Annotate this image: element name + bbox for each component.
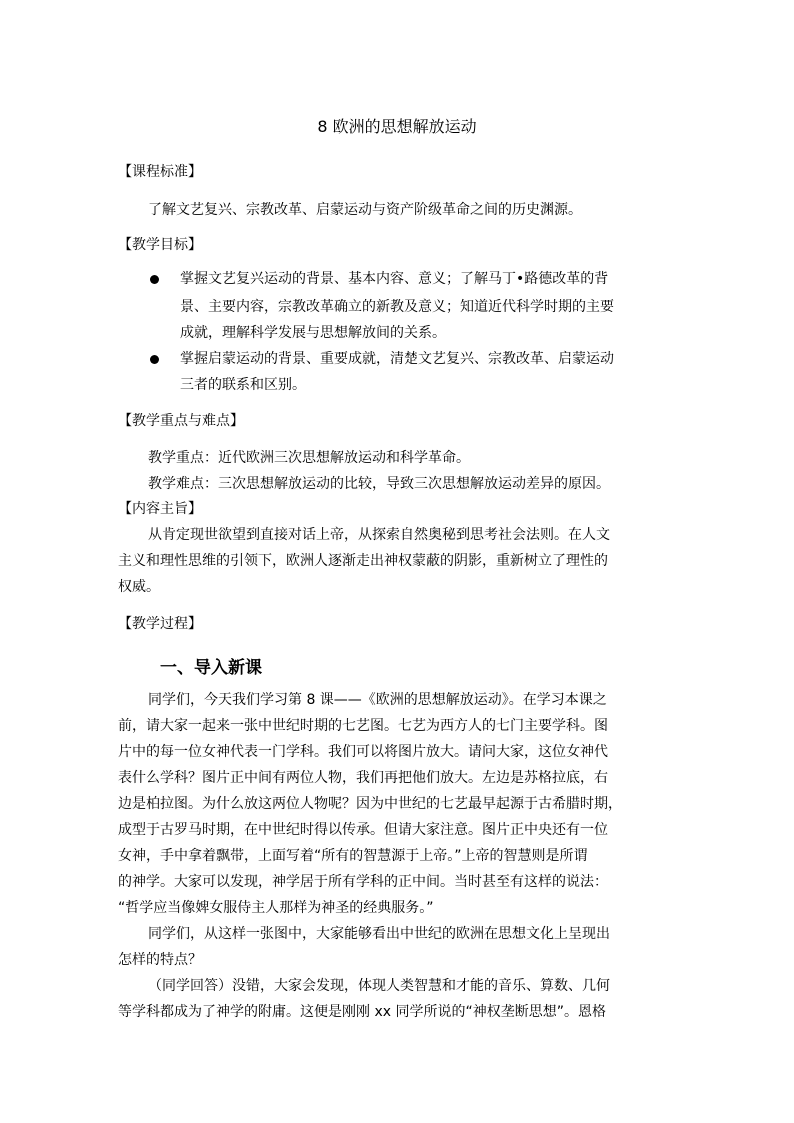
document-title: 8 欧洲的思想解放运动 bbox=[317, 117, 477, 136]
section-1-heading: 一、导入新课 bbox=[160, 658, 262, 678]
para-3-line-2: 等学科都成为了神学的附庸。这便是刚刚 xx 同学所说的“神权垄断思想”。恩格 bbox=[118, 1004, 606, 1020]
teaching-goals-heading: 【教学目标】 bbox=[118, 237, 202, 253]
para-1-line-8: 的神学。大家可以发现，神学居于所有学科的正中间。当时甚至有这样的说法： bbox=[118, 874, 608, 890]
goal-2-line-1: 掌握启蒙运动的背景、重要成就，清楚文艺复兴、宗教改革、启蒙运动 bbox=[180, 351, 614, 367]
para-2-line-1: 同学们，从这样一张图中，大家能够看出中世纪的欧洲在思想文化上呈现出 bbox=[148, 926, 610, 942]
key-point-text: 教学重点：近代欧洲三次思想解放运动和科学革命。 bbox=[148, 450, 470, 466]
course-standard-heading: 【课程标准】 bbox=[118, 164, 202, 180]
para-1-line-3: 片中的每一位女神代表一门学科。我们可以将图片放大。请问大家，这位女神代 bbox=[118, 744, 608, 760]
key-points-heading: 【教学重点与难点】 bbox=[118, 413, 244, 429]
theme-line-2: 主义和理性思维的引领下，欧洲人逐渐走出神权蒙蔽的阴影，重新树立了理性的 bbox=[118, 553, 608, 569]
para-1-line-9: “哲学应当像婢女服侍主人那样为神圣的经典服务。” bbox=[118, 900, 434, 916]
para-3-line-1: （同学回答）没错，大家会发现，体现人类智慧和才能的音乐、算数、几何 bbox=[148, 978, 610, 994]
para-1-line-1: 同学们，今天我们学习第 8 课——《欧洲的思想解放运动》。在学习本课之 bbox=[148, 692, 607, 708]
content-theme-heading: 【内容主旨】 bbox=[118, 501, 202, 517]
bullet-icon bbox=[150, 355, 159, 364]
goal-1-line-2: 景、主要内容，宗教改革确立的新教及意义；知道近代科学时期的主要 bbox=[180, 299, 614, 315]
goal-1-line-3: 成就，理解科学发展与思想解放间的关系。 bbox=[180, 325, 446, 341]
bullet-icon bbox=[150, 275, 159, 284]
para-2-line-2: 怎样的特点？ bbox=[118, 952, 202, 968]
theme-line-1: 从肯定现世欲望到直接对话上帝，从探索自然奥秘到思考社会法则。在人文 bbox=[148, 527, 610, 543]
teaching-process-heading: 【教学过程】 bbox=[118, 616, 202, 632]
para-1-line-7: 女神，手中拿着飘带，上面写着“所有的智慧源于上帝。”上帝的智慧则是所谓 bbox=[118, 848, 588, 864]
para-1-line-6: 成型于古罗马时期，在中世纪时得以传承。但请大家注意。图片正中央还有一位 bbox=[118, 822, 608, 838]
goal-1-line-1: 掌握文艺复兴运动的背景、基本内容、意义；了解马丁•路德改革的背 bbox=[180, 271, 609, 287]
para-1-line-4: 表什么学科？图片正中间有两位人物，我们再把他们放大。左边是苏格拉底，右 bbox=[118, 770, 608, 786]
theme-line-3: 权威。 bbox=[118, 579, 160, 595]
goal-2-line-2: 三者的联系和区别。 bbox=[180, 377, 306, 393]
para-1-line-2: 前，请大家一起来一张中世纪时期的七艺图。七艺为西方人的七门主要学科。图 bbox=[118, 718, 608, 734]
difficult-point-text: 教学难点：三次思想解放运动的比较，导致三次思想解放运动差异的原因。 bbox=[148, 476, 610, 492]
para-1-line-5: 边是柏拉图。为什么放这两位人物呢？因为中世纪的七艺最早起源于古希腊时期， bbox=[118, 796, 622, 812]
course-standard-text: 了解文艺复兴、宗教改革、启蒙运动与资产阶级革命之间的历史渊源。 bbox=[148, 202, 582, 218]
